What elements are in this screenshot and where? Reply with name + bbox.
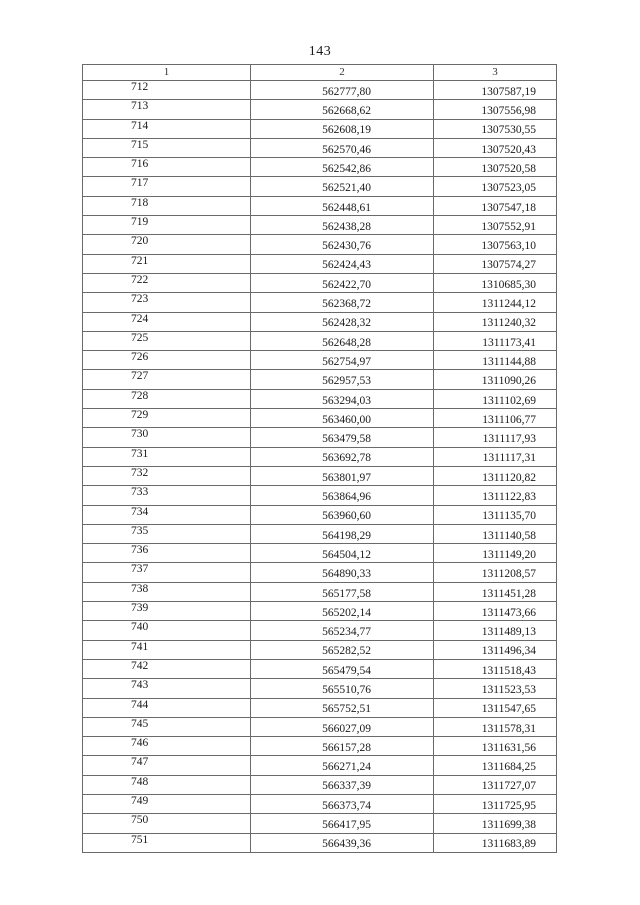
page-number: 143	[308, 44, 332, 59]
y-coordinate-cell: 1311120,82	[434, 466, 557, 485]
x-coordinate-cell: 566417,95	[251, 814, 434, 833]
point-number-cell: 731	[83, 447, 251, 466]
y-coordinate-cell: 1311725,95	[434, 794, 557, 813]
y-coordinate-cell: 1311699,38	[434, 814, 557, 833]
table-row	[83, 389, 557, 408]
x-coordinate-cell: 562957,53	[251, 370, 434, 389]
x-coordinate-cell: 564198,29	[251, 524, 434, 543]
table-row	[83, 544, 557, 563]
point-number-cell: 739	[83, 602, 251, 621]
table-row	[83, 737, 557, 756]
table-row	[83, 640, 557, 659]
point-number-cell: 748	[83, 775, 251, 794]
point-number-cell: 724	[83, 312, 251, 331]
x-coordinate-cell: 566027,09	[251, 717, 434, 736]
y-coordinate-cell: 1307523,05	[434, 177, 557, 196]
table-row	[83, 331, 557, 350]
y-coordinate-cell: 1310685,30	[434, 273, 557, 292]
point-number-cell: 727	[83, 370, 251, 389]
table-row	[83, 119, 557, 138]
x-coordinate-cell: 566439,36	[251, 833, 434, 852]
point-number-cell: 728	[83, 389, 251, 408]
y-coordinate-cell: 1307574,27	[434, 254, 557, 273]
x-coordinate-cell: 565202,14	[251, 602, 434, 621]
y-coordinate-cell: 1307552,91	[434, 216, 557, 235]
table-row	[83, 794, 557, 813]
y-coordinate-cell: 1311727,07	[434, 775, 557, 794]
x-coordinate-cell: 562777,80	[251, 81, 434, 100]
y-coordinate-cell: 1311523,53	[434, 679, 557, 698]
y-coordinate-cell: 1311135,70	[434, 505, 557, 524]
x-coordinate-cell: 563460,00	[251, 409, 434, 428]
table-row	[83, 756, 557, 775]
y-coordinate-cell: 1311117,93	[434, 428, 557, 447]
table-row	[83, 254, 557, 273]
table-row	[83, 505, 557, 524]
x-coordinate-cell: 563801,97	[251, 466, 434, 485]
coordinates-table	[82, 64, 557, 853]
table-row	[83, 138, 557, 157]
x-coordinate-cell: 562428,32	[251, 312, 434, 331]
x-coordinate-cell: 565234,77	[251, 621, 434, 640]
x-coordinate-cell: 562648,28	[251, 331, 434, 350]
point-number-cell: 716	[83, 158, 251, 177]
column-header-3: 3	[434, 65, 557, 81]
point-number-cell: 736	[83, 544, 251, 563]
y-coordinate-cell: 1311518,43	[434, 659, 557, 678]
point-number-cell: 722	[83, 273, 251, 292]
point-number-cell: 723	[83, 293, 251, 312]
point-number-cell: 734	[83, 505, 251, 524]
table-row	[83, 524, 557, 543]
x-coordinate-cell: 565479,54	[251, 659, 434, 678]
table-row	[83, 717, 557, 736]
point-number-cell: 712	[83, 81, 251, 100]
table-row	[83, 466, 557, 485]
y-coordinate-cell: 1311240,32	[434, 312, 557, 331]
table-row	[83, 486, 557, 505]
x-coordinate-cell: 563479,58	[251, 428, 434, 447]
x-coordinate-cell: 562430,76	[251, 235, 434, 254]
x-coordinate-cell: 562542,86	[251, 158, 434, 177]
point-number-cell: 725	[83, 331, 251, 350]
column-header-1: 1	[83, 65, 251, 81]
y-coordinate-cell: 1307587,19	[434, 81, 557, 100]
y-coordinate-cell: 1311106,77	[434, 409, 557, 428]
table-row	[83, 273, 557, 292]
table-row	[83, 177, 557, 196]
x-coordinate-cell: 562448,61	[251, 196, 434, 215]
table-row	[83, 196, 557, 215]
x-coordinate-cell: 562438,28	[251, 216, 434, 235]
table-row	[83, 775, 557, 794]
y-coordinate-cell: 1311090,26	[434, 370, 557, 389]
table-row	[83, 293, 557, 312]
table-row	[83, 698, 557, 717]
table-header-row	[83, 65, 557, 81]
point-number-cell: 713	[83, 100, 251, 119]
column-header-2: 2	[251, 65, 434, 81]
y-coordinate-cell: 1311173,41	[434, 331, 557, 350]
y-coordinate-cell: 1311244,12	[434, 293, 557, 312]
y-coordinate-cell: 1311684,25	[434, 756, 557, 775]
table-row	[83, 158, 557, 177]
table-row	[83, 602, 557, 621]
y-coordinate-cell: 1307556,98	[434, 100, 557, 119]
y-coordinate-cell: 1311578,31	[434, 717, 557, 736]
y-coordinate-cell: 1307563,10	[434, 235, 557, 254]
x-coordinate-cell: 562422,70	[251, 273, 434, 292]
point-number-cell: 747	[83, 756, 251, 775]
y-coordinate-cell: 1311547,65	[434, 698, 557, 717]
x-coordinate-cell: 563864,96	[251, 486, 434, 505]
x-coordinate-cell: 566373,74	[251, 794, 434, 813]
point-number-cell: 741	[83, 640, 251, 659]
x-coordinate-cell: 562521,40	[251, 177, 434, 196]
y-coordinate-cell: 1311122,83	[434, 486, 557, 505]
point-number-cell: 726	[83, 351, 251, 370]
x-coordinate-cell: 566271,24	[251, 756, 434, 775]
y-coordinate-cell: 1311144,88	[434, 351, 557, 370]
point-number-cell: 740	[83, 621, 251, 640]
point-number-cell: 743	[83, 679, 251, 698]
x-coordinate-cell: 565177,58	[251, 582, 434, 601]
x-coordinate-cell: 563960,60	[251, 505, 434, 524]
point-number-cell: 745	[83, 717, 251, 736]
point-number-cell: 737	[83, 563, 251, 582]
x-coordinate-cell: 563294,03	[251, 389, 434, 408]
table-row	[83, 370, 557, 389]
y-coordinate-cell: 1307547,18	[434, 196, 557, 215]
table-row	[83, 409, 557, 428]
y-coordinate-cell: 1311102,69	[434, 389, 557, 408]
point-number-cell: 742	[83, 659, 251, 678]
x-coordinate-cell: 562754,97	[251, 351, 434, 370]
table-row	[83, 621, 557, 640]
table-row	[83, 582, 557, 601]
table-row	[83, 312, 557, 331]
y-coordinate-cell: 1311117,31	[434, 447, 557, 466]
point-number-cell: 751	[83, 833, 251, 852]
table-row	[83, 81, 557, 100]
point-number-cell: 717	[83, 177, 251, 196]
point-number-cell: 719	[83, 216, 251, 235]
x-coordinate-cell: 565510,76	[251, 679, 434, 698]
y-coordinate-cell: 1311631,56	[434, 737, 557, 756]
table-row	[83, 814, 557, 833]
x-coordinate-cell: 566157,28	[251, 737, 434, 756]
point-number-cell: 746	[83, 737, 251, 756]
table-row	[83, 235, 557, 254]
x-coordinate-cell: 565752,51	[251, 698, 434, 717]
point-number-cell: 735	[83, 524, 251, 543]
table-row	[83, 100, 557, 119]
x-coordinate-cell: 565282,52	[251, 640, 434, 659]
y-coordinate-cell: 1307530,55	[434, 119, 557, 138]
point-number-cell: 714	[83, 119, 251, 138]
table-row	[83, 679, 557, 698]
table-row	[83, 563, 557, 582]
table-row	[83, 659, 557, 678]
x-coordinate-cell: 563692,78	[251, 447, 434, 466]
y-coordinate-cell: 1307520,58	[434, 158, 557, 177]
table-row	[83, 833, 557, 852]
y-coordinate-cell: 1311489,13	[434, 621, 557, 640]
x-coordinate-cell: 562368,72	[251, 293, 434, 312]
x-coordinate-cell: 562608,19	[251, 119, 434, 138]
y-coordinate-cell: 1311140,58	[434, 524, 557, 543]
point-number-cell: 721	[83, 254, 251, 273]
point-number-cell: 750	[83, 814, 251, 833]
table-body	[83, 81, 557, 853]
point-number-cell: 720	[83, 235, 251, 254]
x-coordinate-cell: 562424,43	[251, 254, 434, 273]
x-coordinate-cell: 562668,62	[251, 100, 434, 119]
point-number-cell: 729	[83, 409, 251, 428]
y-coordinate-cell: 1311208,57	[434, 563, 557, 582]
x-coordinate-cell: 564890,33	[251, 563, 434, 582]
y-coordinate-cell: 1307520,43	[434, 138, 557, 157]
table-row	[83, 216, 557, 235]
table-row	[83, 428, 557, 447]
y-coordinate-cell: 1311451,28	[434, 582, 557, 601]
point-number-cell: 730	[83, 428, 251, 447]
point-number-cell: 732	[83, 466, 251, 485]
point-number-cell: 718	[83, 196, 251, 215]
point-number-cell: 738	[83, 582, 251, 601]
point-number-cell: 715	[83, 138, 251, 157]
point-number-cell: 749	[83, 794, 251, 813]
x-coordinate-cell: 562570,46	[251, 138, 434, 157]
table-row	[83, 447, 557, 466]
x-coordinate-cell: 566337,39	[251, 775, 434, 794]
y-coordinate-cell: 1311683,89	[434, 833, 557, 852]
point-number-cell: 744	[83, 698, 251, 717]
y-coordinate-cell: 1311496,34	[434, 640, 557, 659]
y-coordinate-cell: 1311149,20	[434, 544, 557, 563]
y-coordinate-cell: 1311473,66	[434, 602, 557, 621]
table-row	[83, 351, 557, 370]
x-coordinate-cell: 564504,12	[251, 544, 434, 563]
point-number-cell: 733	[83, 486, 251, 505]
